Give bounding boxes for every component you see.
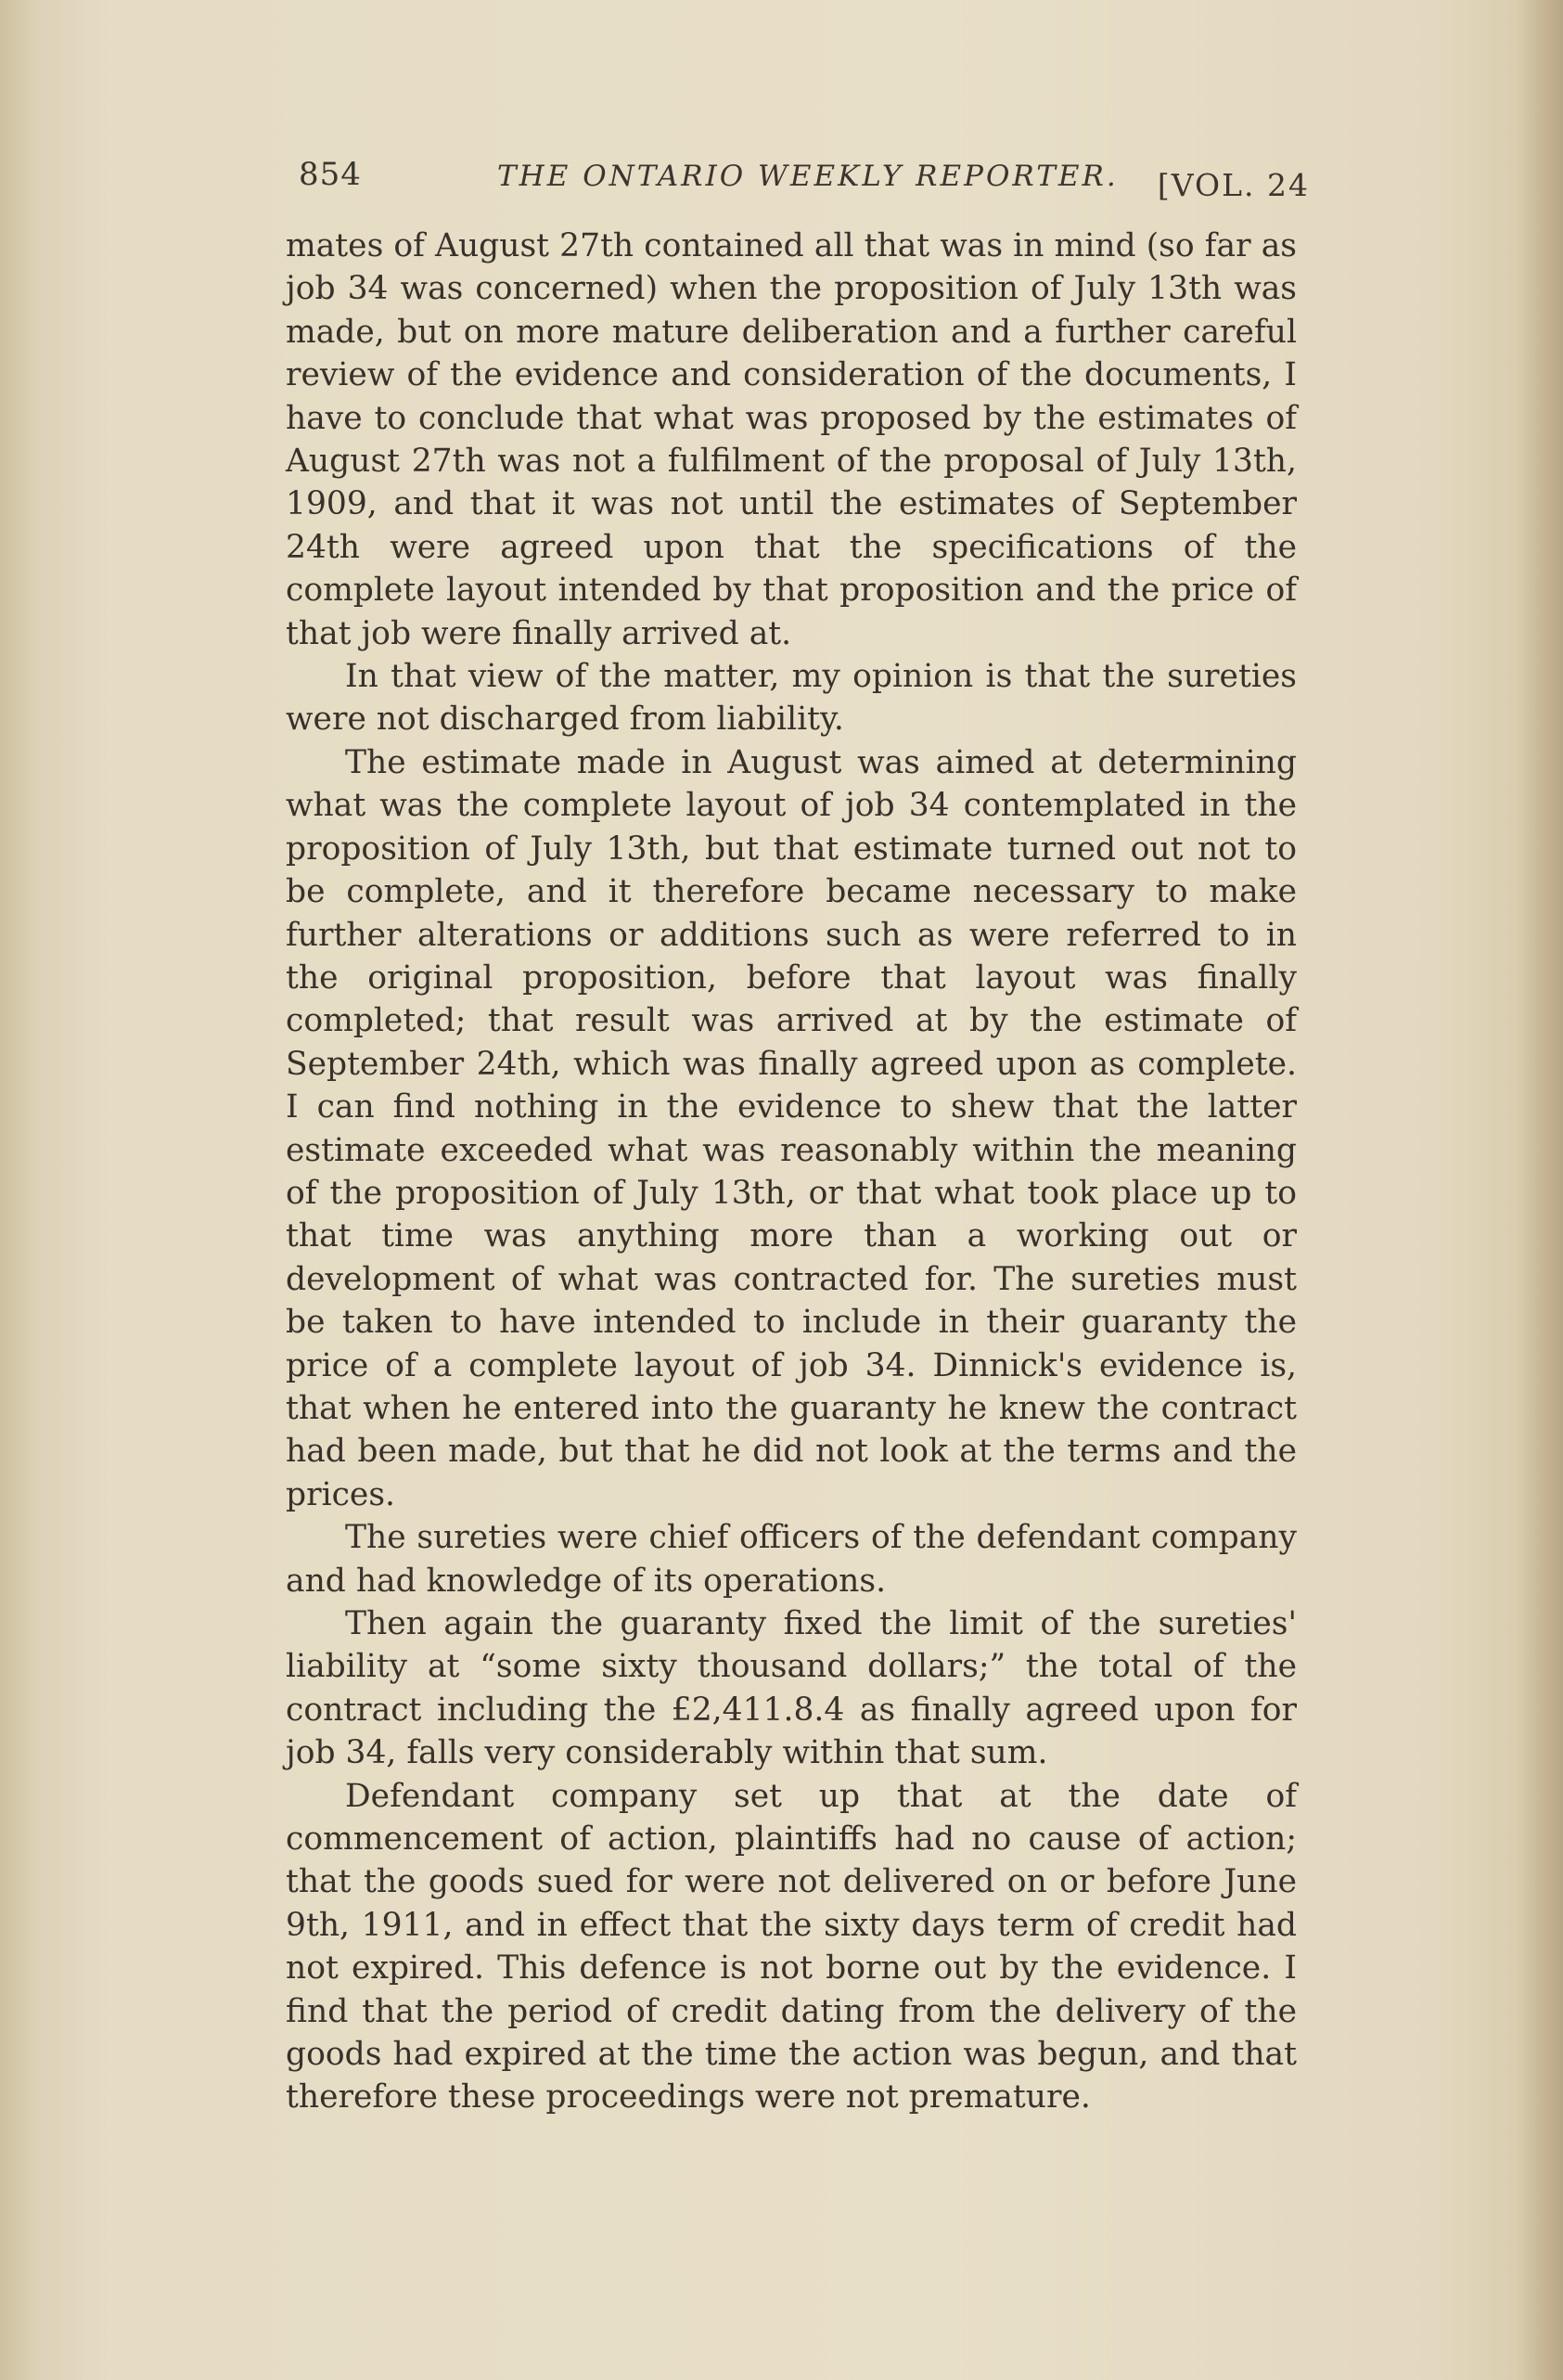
paragraph-3: The estimate made in August was aimed at determining what was the complete layout of job 34 contemplated in the proposition of July 13th, but that estimate turned out not to be complete, and it therefore became necessary to make further alterations or additions such as were referred to in the original proposition, before that layout was finally completed; that result was arrived at by the estimate of September 24th, which was finally agreed upon as complete. I can find nothing in the evidence to shew that the latter estimate exceeded what was reasonably within the meaning of the proposition of July 13th, or that what took place up to that time was anything more than a working out or development of what was contracted for. The sureties must be taken to have intended to include in their guaranty the price of a complete layout of job 34. Dinnick's evidence is, that when he entered into the guaranty he knew the contract had been made, but that he did not look at the terms and the prices. xyxy=(286,743,1297,1513)
page-header xyxy=(299,148,1310,213)
running-title: THE ONTARIO WEEKLY REPORTER. xyxy=(497,160,1119,193)
page-number: 854 xyxy=(299,156,362,193)
paragraph-6: Defendant company set up that at the date of commencement of action, plaintiffs had no cause of action; that the goods sued for were not delivered on or before June 9th, 1911, and in effect that the sixty days term of credit had not expired. This defence is not borne out by the evidence. I find that the period of credit dating from the delivery of the goods had expired at the time the action was begun, and that therefore these proceedings were not premature. xyxy=(286,1777,1297,2116)
paragraph-1: mates of August 27th contained all that was in mind (so far as job 34 was concerned) when the proposition of July 13th was made, but on more mature deliberation and a further careful review of the evidence and consideration of the documents, I have to conclude that what was proposed by the estimates of August 27th was not a fulfilment of the proposal of July 13th, 1909, and that it was not until the estimates of September 24th were agreed upon that the specifications of the complete layout intended by that proposition and the price of that job were finally arrived at. xyxy=(286,227,1297,652)
paragraph-2: In that view of the matter, my opinion is that the sureties were not discharged from liability. xyxy=(286,658,1297,739)
volume-label: [VOL. 24 xyxy=(1157,167,1310,203)
paragraph-4: The sureties were chief officers of the defendant company and had knowledge of its operations. xyxy=(286,1519,1297,1600)
paragraph-5: Then again the guaranty fixed the limit of the sureties' liability at “some sixty thousand dollars;” the total of the contract including the £2,411.8.4 as finally agreed upon for job 34, falls very considerably within that sum. xyxy=(286,1605,1297,1772)
body-text xyxy=(286,225,1297,2119)
